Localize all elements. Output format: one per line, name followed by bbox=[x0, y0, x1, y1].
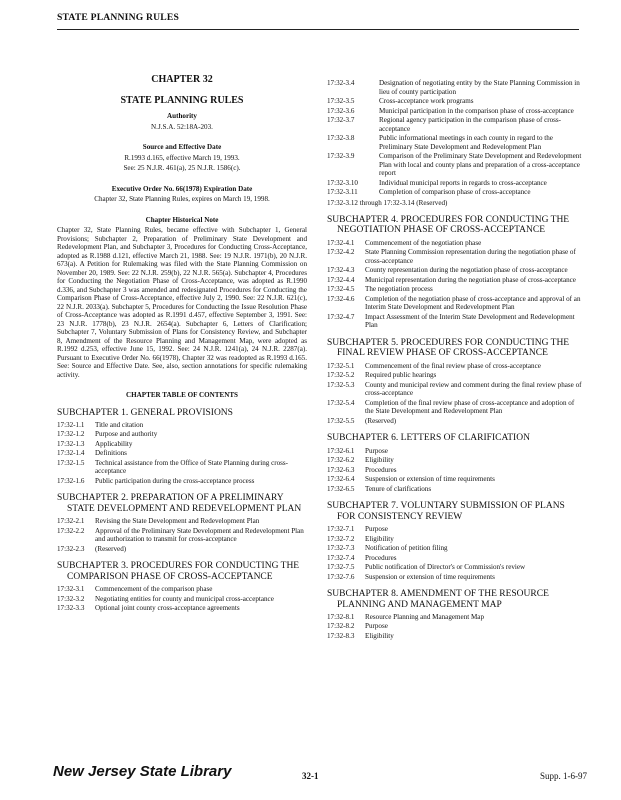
section-title: Completion of comparison phase of cross-acceptance bbox=[379, 188, 531, 196]
section-number: 17:32-4.7 bbox=[327, 312, 355, 321]
section-title: Suspension or extension of time requirements bbox=[365, 475, 495, 484]
section-number: 17:32-7.5 bbox=[327, 563, 355, 572]
section-title: Title and citation bbox=[95, 420, 144, 429]
toc-entry bbox=[327, 107, 583, 116]
toc-entry bbox=[327, 371, 583, 380]
subchapter-4-heading: SUBCHAPTER 4. PROCEDURES FOR CONDUCTING THE NEGOTIATION PHASE OF CROSS-ACCEPTANCE bbox=[327, 215, 570, 236]
section-number: 17:32-4.2 bbox=[327, 248, 355, 257]
toc-entry bbox=[327, 248, 583, 265]
section-number: 17:32-6.2 bbox=[327, 456, 355, 465]
section-title: State Planning Commission representation during the negotiation phase of cross-acceptance bbox=[365, 248, 576, 265]
section-number: 17:32-8.3 bbox=[327, 631, 355, 640]
section-title: Notification of petition filing bbox=[365, 544, 448, 553]
toc-entry bbox=[57, 585, 307, 594]
source-heading: Source and Effective Date bbox=[142, 143, 222, 151]
section-title: Municipal participation in the comparison phase of cross-acceptance bbox=[379, 106, 574, 115]
toc-entry bbox=[327, 417, 583, 426]
section-number: 17:32-6.4 bbox=[327, 475, 355, 484]
toc-entry bbox=[57, 595, 307, 604]
section-title: Procedures bbox=[365, 553, 397, 562]
toc-entry bbox=[57, 449, 307, 458]
section-title: Public participation during the cross-acceptance process bbox=[95, 476, 255, 485]
section-number: 17:32-6.1 bbox=[327, 446, 355, 455]
section-number: 17:32-5.2 bbox=[327, 371, 355, 380]
toc-entry bbox=[327, 188, 583, 197]
section-number: 17:32-4.1 bbox=[327, 238, 355, 247]
subchapter-4-list bbox=[327, 239, 583, 330]
section-title: Definitions bbox=[95, 449, 127, 458]
authority-heading: Authority bbox=[167, 112, 197, 120]
toc-entry bbox=[327, 622, 583, 631]
toc-entry bbox=[57, 477, 307, 486]
subchapter-6-heading: SUBCHAPTER 6. LETTERS OF CLARIFICATION bbox=[327, 433, 530, 444]
section-number: 17:32-1.3 bbox=[57, 439, 85, 448]
toc-entry bbox=[57, 459, 307, 476]
toc-entry bbox=[327, 362, 583, 371]
section-title: Negotiating entities for county and municipal cross-acceptance bbox=[95, 594, 274, 603]
section-number: 17:32-3.2 bbox=[57, 594, 85, 603]
section-number: 17:32-3.4 bbox=[327, 79, 355, 87]
section-number: 17:32-4.3 bbox=[327, 266, 355, 275]
section-number: 17:32-3.9 bbox=[327, 152, 355, 160]
toc-entry bbox=[327, 381, 583, 398]
subchapter-3-heading: SUBCHAPTER 3. PROCEDURES FOR CONDUCTING THE COMPARISON PHASE OF CROSS-ACCEPTANCE bbox=[57, 561, 300, 582]
page-number: 32-1 bbox=[302, 771, 319, 781]
section-title: Cross-acceptance work programs bbox=[379, 97, 474, 105]
section-number: 17:32-6.3 bbox=[327, 465, 355, 474]
toc-entry bbox=[327, 152, 583, 178]
section-number: 17:32-2.2 bbox=[57, 526, 85, 535]
section-number: 17:32-3.8 bbox=[327, 134, 355, 142]
subchapter-8-heading: SUBCHAPTER 8. AMENDMENT OF THE RESOURCE PLANNING AND MANAGEMENT MAP bbox=[327, 589, 549, 610]
toc-entry bbox=[327, 179, 583, 188]
toc-entry bbox=[57, 430, 307, 439]
section-title: Comparison of the Preliminary State Development and Redevelopment Plan with local and county plans and preparation of a cross-acceptance report bbox=[379, 152, 582, 177]
section-number: 17:32-3.1 bbox=[57, 585, 85, 594]
running-head: STATE PLANNING RULES bbox=[57, 12, 179, 23]
toc-entry bbox=[57, 604, 307, 613]
toc-entry bbox=[327, 97, 583, 106]
subchapter-2-list bbox=[57, 517, 307, 553]
section-title: Purpose bbox=[365, 525, 388, 534]
section-title: Required public hearings bbox=[365, 371, 437, 380]
toc-entry bbox=[327, 544, 583, 553]
section-number: 17:32-3.11 bbox=[327, 188, 358, 196]
section-title: Public informational meetings in each county in regard to the Preliminary State Development and Redevelopment Plan bbox=[379, 134, 553, 151]
toc-entry bbox=[327, 563, 583, 572]
section-number: 17:32-7.6 bbox=[327, 572, 355, 581]
section-number: 17:32-3.7 bbox=[327, 116, 355, 124]
section-number: 17:32-2.3 bbox=[57, 544, 85, 553]
source-line-1: R.1993 d.165, effective March 19, 1993. bbox=[124, 153, 240, 162]
toc-entry bbox=[327, 285, 583, 294]
section-title: Optional joint county cross-acceptance agreements bbox=[95, 604, 240, 613]
section-number: 17:32-4.6 bbox=[327, 294, 355, 303]
subchapter-3-reserved: 17:32-3.12 through 17:32-3.14 (Reserved) bbox=[327, 198, 448, 207]
section-title: Commencement of the comparison phase bbox=[95, 585, 213, 594]
toc-entry bbox=[57, 440, 307, 449]
section-number: 17:32-3.3 bbox=[57, 604, 85, 613]
subchapter-1-heading: SUBCHAPTER 1. GENERAL PROVISIONS bbox=[57, 407, 233, 418]
subchapter-7-heading: SUBCHAPTER 7. VOLUNTARY SUBMISSION OF PLANS FOR CONSISTENCY REVIEW bbox=[327, 501, 565, 522]
toc-entry bbox=[327, 116, 583, 133]
section-number: 17:32-8.2 bbox=[327, 622, 355, 631]
authority-text: N.J.S.A. 52:18A-203. bbox=[151, 122, 213, 131]
subchapter-3-list bbox=[57, 585, 307, 613]
toc-entry bbox=[327, 295, 583, 312]
section-number: 17:32-1.6 bbox=[57, 476, 85, 485]
section-number: 17:32-1.5 bbox=[57, 458, 85, 467]
section-title: Public notification of Director's or Commission's review bbox=[365, 563, 526, 572]
section-title: Designation of negotiating entity by the State Planning Commission in lieu of county participation bbox=[379, 79, 580, 96]
section-title: Completion of the final review phase of cross-acceptance and adoption of the State Development and Redevelopment Plan bbox=[365, 398, 575, 416]
toc-heading: CHAPTER TABLE OF CONTENTS bbox=[125, 391, 238, 399]
section-title: Completion of the negotiation phase of cross-acceptance and approval of an Interim State Development and Redevelopment Plan bbox=[365, 294, 581, 312]
section-number: 17:32-6.5 bbox=[327, 484, 355, 493]
section-number: 17:32-5.1 bbox=[327, 361, 355, 370]
section-title: Suspension or extension of time requirements bbox=[365, 572, 495, 581]
subchapter-3-list-cont bbox=[327, 79, 583, 197]
section-number: 17:32-3.6 bbox=[327, 106, 355, 115]
section-number: 17:32-4.5 bbox=[327, 285, 355, 294]
section-number: 17:32-7.2 bbox=[327, 534, 355, 543]
toc-entry bbox=[327, 239, 583, 248]
section-title: Eligibility bbox=[365, 534, 394, 543]
section-title: Eligibility bbox=[365, 631, 394, 640]
chapter-number: CHAPTER 32 bbox=[151, 74, 213, 85]
section-title: Technical assistance from the Office of State Planning during cross-acceptance bbox=[95, 458, 289, 476]
toc-entry bbox=[327, 554, 583, 563]
subchapter-5-list bbox=[327, 362, 583, 426]
executive-order-heading: Executive Order No. 66(1978) Expiration Date bbox=[111, 184, 253, 193]
subchapter-1-list bbox=[57, 421, 307, 486]
toc-entry bbox=[327, 447, 583, 456]
section-title: Resource Planning and Management Map bbox=[365, 612, 484, 621]
section-title: Commencement of the final review phase of cross-acceptance bbox=[365, 361, 541, 370]
toc-entry bbox=[327, 485, 583, 494]
section-number: 17:32-2.1 bbox=[57, 517, 85, 526]
supplement-date: Supp. 1-6-97 bbox=[540, 771, 587, 781]
toc-entry bbox=[327, 456, 583, 465]
section-title: Applicability bbox=[95, 439, 133, 448]
section-title: Purpose and authority bbox=[95, 430, 158, 439]
section-number: 17:32-1.4 bbox=[57, 449, 85, 458]
chapter-title: STATE PLANNING RULES bbox=[120, 95, 244, 106]
section-number: 17:32-3.5 bbox=[327, 97, 355, 105]
toc-entry bbox=[327, 313, 583, 330]
header-rule bbox=[57, 29, 579, 30]
section-title: (Reserved) bbox=[95, 544, 127, 553]
section-title: Municipal representation during the negotiation phase of cross-acceptance bbox=[365, 275, 576, 284]
section-number: 17:32-8.1 bbox=[327, 612, 355, 621]
section-title: Approval of the Preliminary State Development and Redevelopment Plan and authorization to transmit for cross-acceptance bbox=[95, 526, 304, 544]
toc-entry bbox=[57, 545, 307, 554]
section-title: The negotiation process bbox=[365, 285, 433, 294]
section-title: Tenure of clarifications bbox=[365, 484, 432, 493]
section-title: Purpose bbox=[365, 622, 388, 631]
toc-entry bbox=[327, 266, 583, 275]
section-title: County representation during the negotiation phase of cross-acceptance bbox=[365, 266, 568, 275]
toc-entry bbox=[327, 475, 583, 484]
toc-entry bbox=[327, 79, 583, 96]
section-title: Eligibility bbox=[365, 456, 394, 465]
historical-note-text: Chapter 32, State Planning Rules, became effective with Subchapter 1, General Provisions; Subchapter 2, Preparation of Preliminary State Development and Redevelopment Plan, and Subchapter 3, Procedures for Conducting Cross-Acceptance, adopted as R.1988 d.121, effective March 21, 1988. See: 19 N.J.R. 1971(b), 20 N.J.R. 673(a). A Petition for Rulemaking was filed with the State Planning Commission on November 20, 1989. See: 22 N.J.R. 259(b), 22 N.J.R. 565(a). Subchapter 4, Procedures for Conducting the Negotiation Phase of Cross-Acceptance, was adopted as R.1990 d.336, and Subchapter 3 was amended and redesignated Procedures for Conducting the Comparison Phase of Cross-Acceptance, effective July 2, 1990. See: 22 N.J.R. 621(c), 22 N.J.R. 2033(a). Subchapter 5, Procedures for Conducting the Issue Resolution Phase of Cross-Acceptance was adopted as R.1991 d.457, effective September 3, 1991. See: 23 N.J.R. 1778(b), 23 N.J.R. 2654(a). Subchapter 6, Letters of Clarification; Subchapter 7, Voluntary Submission of Plans for Consistency Review, and Subchapter 8, Amendment of the Resource Planning and Management Map, were adopted as R.1992 d.253, effective June 15, 1992. See: 24 N.J.R. 1241(a), 24 N.J.R. 2287(a). Pursuant to Executive Order No. 66(1978), Chapter 32 was readopted as R.1993 d.165. See: Source and Effective Date. See, also, section annotations for specific rulemaking activity. bbox=[57, 226, 307, 379]
subchapter-5-heading: SUBCHAPTER 5. PROCEDURES FOR CONDUCTING THE FINAL REVIEW PHASE OF CROSS-ACCEPTANCE bbox=[327, 337, 570, 359]
section-title: Individual municipal reports in regards to cross-acceptance bbox=[379, 178, 547, 187]
toc-entry bbox=[57, 527, 307, 544]
toc-entry bbox=[327, 613, 583, 622]
section-number: 17:32-5.4 bbox=[327, 398, 355, 407]
section-number: 17:32-5.3 bbox=[327, 380, 355, 389]
historical-note-heading: Chapter Historical Note bbox=[145, 215, 219, 224]
section-number: 17:32-3.10 bbox=[327, 178, 358, 187]
subchapter-8-list bbox=[327, 613, 583, 641]
toc-entry bbox=[327, 632, 583, 641]
section-number: 17:32-5.5 bbox=[327, 416, 355, 425]
toc-entry bbox=[327, 399, 583, 416]
subchapter-7-list bbox=[327, 525, 583, 581]
toc-entry bbox=[327, 525, 583, 534]
left-column bbox=[57, 58, 307, 614]
toc-entry bbox=[327, 573, 583, 582]
section-title: (Reserved) bbox=[365, 416, 397, 425]
source-line-2: See: 25 N.J.R. 461(a), 25 N.J.R. 1586(c). bbox=[123, 164, 241, 172]
section-number: 17:32-4.4 bbox=[327, 275, 355, 284]
section-title: Commencement of the negotiation phase bbox=[365, 238, 482, 247]
section-title: Impact Assessment of the Interim State Development and Redevelopment Plan bbox=[365, 312, 575, 330]
section-number: 17:32-1.1 bbox=[57, 420, 85, 429]
section-title: Revising the State Development and Redevelopment Plan bbox=[95, 517, 260, 526]
section-title: Procedures bbox=[365, 465, 397, 474]
executive-order-text: Chapter 32, State Planning Rules, expires on March 19, 1998. bbox=[94, 195, 270, 203]
section-number: 17:32-7.4 bbox=[327, 553, 355, 562]
library-stamp: New Jersey State Library bbox=[53, 763, 232, 780]
section-number: 17:32-7.1 bbox=[327, 525, 355, 534]
toc-entry bbox=[327, 134, 583, 151]
toc-entry bbox=[327, 276, 583, 285]
toc-entry bbox=[57, 517, 307, 526]
right-column bbox=[327, 78, 583, 641]
toc-entry bbox=[327, 466, 583, 475]
subchapter-2-heading: SUBCHAPTER 2. PREPARATION OF A PRELIMINARY STATE DEVELOPMENT AND REDEVELOPMENT PLAN bbox=[57, 493, 302, 514]
section-title: Purpose bbox=[365, 446, 388, 455]
toc-entry bbox=[327, 535, 583, 544]
section-title: Regional agency participation in the comparison phase of cross-acceptance bbox=[379, 116, 562, 133]
section-title: County and municipal review and comment during the final review phase of cross-acceptance bbox=[365, 380, 582, 398]
toc-entry bbox=[57, 421, 307, 430]
subchapter-6-list bbox=[327, 447, 583, 494]
section-number: 17:32-1.2 bbox=[57, 430, 85, 439]
section-number: 17:32-7.3 bbox=[327, 544, 355, 553]
